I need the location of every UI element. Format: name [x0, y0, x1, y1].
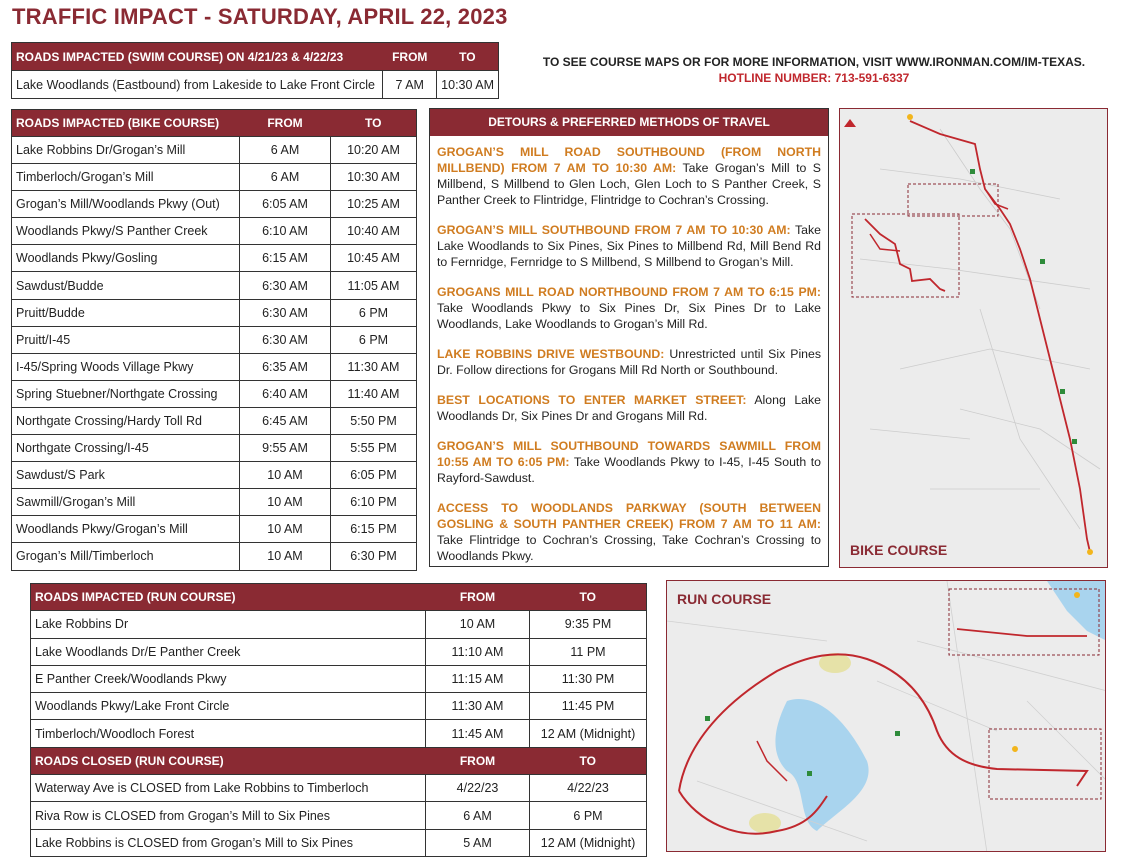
detour-item — [437, 438, 821, 486]
col-header-to: TO — [331, 110, 417, 137]
from-cell: 6:40 AM — [240, 380, 331, 407]
col-header-road: ROADS IMPACTED (RUN COURSE) — [31, 584, 426, 611]
closed-col-header-road: ROADS CLOSED (RUN COURSE) — [31, 747, 426, 774]
detour-heading: LAKE ROBBINS DRIVE WESTBOUND: — [437, 347, 665, 361]
bike-table-row — [12, 245, 417, 272]
to-cell: 10:25 AM — [331, 191, 417, 218]
detours-header: DETOURS & PREFERRED METHODS OF TRAVEL — [430, 109, 828, 136]
to-cell: 12 AM (Midnight) — [530, 720, 647, 747]
from-cell: 11:10 AM — [426, 638, 530, 665]
road-cell: Riva Row is CLOSED from Grogan’s Mill to Six Pines — [31, 802, 426, 829]
run-map-label: RUN COURSE — [677, 591, 772, 607]
from-cell: 11:30 AM — [426, 693, 530, 720]
run-start-marker-icon — [1074, 592, 1080, 598]
road-cell: Woodlands Pkwy/Gosling — [12, 245, 240, 272]
to-cell: 11:05 AM — [331, 272, 417, 299]
road-cell: Pruitt/Budde — [12, 299, 240, 326]
road-cell: Timberloch/Grogan’s Mill — [12, 164, 240, 191]
detour-text: Take Lake Woodlands to Six Pines, Six Pines to Millbend Rd, Mill Bend Rd to Fernridge, Fernridge to S Millbend, S Millbend to Grogan’s Mill. — [437, 223, 821, 269]
col-header-from: FROM — [426, 584, 530, 611]
road-cell: I-45/Spring Woods Village Pkwy — [12, 353, 240, 380]
table-header-row — [12, 43, 499, 71]
detour-heading: GROGAN’S MILL ROAD SOUTHBOUND (FROM NORTH MILLBEND) FROM 7 AM TO 10:30 AM: — [437, 145, 821, 175]
from-cell: 6:30 AM — [240, 299, 331, 326]
col-header-road: ROADS IMPACTED (BIKE COURSE) — [12, 110, 240, 137]
from-cell: 10 AM — [240, 543, 331, 570]
road-cell: Waterway Ave is CLOSED from Lake Robbins to Timberloch — [31, 775, 426, 802]
run-table-row — [31, 665, 647, 692]
bike-table-row — [12, 137, 417, 164]
to-cell: 11 PM — [530, 638, 647, 665]
to-cell: 11:40 AM — [331, 380, 417, 407]
page-title: TRAFFIC IMPACT - SATURDAY, APRIL 22, 2023 — [12, 4, 508, 29]
from-cell: 6 AM — [240, 164, 331, 191]
from-cell: 6:05 AM — [240, 191, 331, 218]
to-cell: 6:15 PM — [331, 516, 417, 543]
road-cell: Lake Robbins Dr — [31, 611, 426, 638]
to-cell: 11:45 PM — [530, 693, 647, 720]
closed-col-header-from: FROM — [426, 747, 530, 774]
to-cell: 6 PM — [331, 299, 417, 326]
from-cell: 6:35 AM — [240, 353, 331, 380]
road-cell: Sawdust/Budde — [12, 272, 240, 299]
col-header-road: ROADS IMPACTED (SWIM COURSE) ON 4/21/23 & 4/22/23 — [12, 43, 383, 71]
run-table-row — [31, 611, 647, 638]
detour-heading: GROGAN’S MILL SOUTHBOUND FROM 7 AM TO 10:30 AM: — [437, 223, 791, 237]
bike-table-row — [12, 407, 417, 434]
road-cell: Woodlands Pkwy/Lake Front Circle — [31, 693, 426, 720]
run-map-graphic — [667, 581, 1106, 852]
road-cell: Timberloch/Woodloch Forest — [31, 720, 426, 747]
table-header-row — [31, 584, 647, 611]
from-cell: 10 AM — [240, 489, 331, 516]
from-cell: 6:30 AM — [240, 272, 331, 299]
from-cell: 6:15 AM — [240, 245, 331, 272]
bike-course-table — [11, 109, 417, 571]
run-course-table — [30, 583, 647, 857]
run-table-row — [31, 720, 647, 747]
col-header-to: TO — [530, 584, 647, 611]
to-cell: 6 PM — [530, 802, 647, 829]
from-cell: 6 AM — [426, 802, 530, 829]
from-cell: 10 AM — [426, 611, 530, 638]
from-cell: 7 AM — [383, 71, 437, 99]
detours-panel — [429, 108, 829, 567]
to-cell: 11:30 AM — [331, 353, 417, 380]
detour-text: Take Woodlands Pkwy to I-45, I-45 South to Rayford-Sawdust. — [437, 455, 822, 485]
detour-text: Unrestricted until Six Pines Dr. Follow directions for Grogans Mill Rd North or Southbound. — [437, 347, 822, 377]
from-cell: 6 AM — [240, 137, 331, 164]
from-cell: 9:55 AM — [240, 435, 331, 462]
from-cell: 10 AM — [240, 516, 331, 543]
bike-course-map — [839, 108, 1108, 568]
bike-table-row — [12, 516, 417, 543]
detour-item — [437, 144, 821, 208]
bike-table-row — [12, 299, 417, 326]
bike-map-graphic — [840, 109, 1108, 568]
from-cell: 11:15 AM — [426, 665, 530, 692]
closed-header-row — [31, 747, 647, 774]
to-cell: 6:05 PM — [331, 462, 417, 489]
closed-table-row — [31, 775, 647, 802]
to-cell: 12 AM (Midnight) — [530, 829, 647, 856]
bike-map-label: BIKE COURSE — [850, 542, 948, 558]
detours-body — [430, 136, 828, 586]
to-cell: 5:50 PM — [331, 407, 417, 434]
run-table-row — [31, 693, 647, 720]
run-finish-marker-icon — [1012, 746, 1018, 752]
road-cell: Woodlands Pkwy/S Panther Creek — [12, 218, 240, 245]
detour-text: Take Grogan’s Mill to S Millbend, S Millbend to Glen Loch, Glen Loch to S Panther Creek, S Panther Creek to Flintridge, Flintridge to Cochran’s Crossing. — [437, 161, 821, 207]
road-cell: Pruitt/I-45 — [12, 326, 240, 353]
detour-text: Along Lake Woodlands Dr, Six Pines Dr and Grogans Mill Rd. — [437, 393, 822, 423]
turnaround-marker-icon — [1087, 549, 1093, 555]
detour-item — [437, 222, 821, 270]
to-cell: 5:55 PM — [331, 435, 417, 462]
from-cell: 6:10 AM — [240, 218, 331, 245]
bike-table-row — [12, 380, 417, 407]
to-cell: 6:10 PM — [331, 489, 417, 516]
bike-table-row — [12, 489, 417, 516]
from-cell: 5 AM — [426, 829, 530, 856]
from-cell: 4/22/23 — [426, 775, 530, 802]
detour-item — [437, 346, 821, 378]
start-marker-icon — [907, 114, 913, 120]
col-header-from: FROM — [383, 43, 437, 71]
info-block — [514, 54, 1114, 86]
to-cell: 10:30 AM — [331, 164, 417, 191]
from-cell: 6:45 AM — [240, 407, 331, 434]
swim-table-row — [12, 71, 499, 99]
bike-table-row — [12, 191, 417, 218]
to-cell: 6:30 PM — [331, 543, 417, 570]
swim-course-table — [11, 42, 499, 99]
bike-table-row — [12, 272, 417, 299]
road-cell: Lake Robbins Dr/Grogan’s Mill — [12, 137, 240, 164]
closed-table-row — [31, 802, 647, 829]
col-header-from: FROM — [240, 110, 331, 137]
run-table-row — [31, 638, 647, 665]
detour-text: Take Flintridge to Cochran’s Crossing, Take Cochran’s Crossing to Woodlands Pkwy. — [437, 533, 821, 563]
to-cell: 4/22/23 — [530, 775, 647, 802]
from-cell: 6:30 AM — [240, 326, 331, 353]
road-cell: Lake Woodlands Dr/E Panther Creek — [31, 638, 426, 665]
north-arrow-icon — [844, 119, 856, 127]
to-cell: 6 PM — [331, 326, 417, 353]
bike-table-row — [12, 218, 417, 245]
detour-heading: BEST LOCATIONS TO ENTER MARKET STREET: — [437, 393, 747, 407]
detour-item — [437, 392, 821, 424]
road-cell: Woodlands Pkwy/Grogan’s Mill — [12, 516, 240, 543]
road-cell: Lake Robbins is CLOSED from Grogan’s Mill to Six Pines — [31, 829, 426, 856]
run-course-map — [666, 580, 1106, 852]
from-cell: 11:45 AM — [426, 720, 530, 747]
detour-heading: GROGAN’S MILL SOUTHBOUND TOWARDS SAWMILL FROM 10:55 AM TO 6:05 PM: — [437, 439, 821, 469]
closed-col-header-to: TO — [530, 747, 647, 774]
bike-table-row — [12, 462, 417, 489]
to-cell: 9:35 PM — [530, 611, 647, 638]
road-cell: Spring Stuebner/Northgate Crossing — [12, 380, 240, 407]
detour-item — [437, 284, 821, 332]
road-cell: Grogan’s Mill/Timberloch — [12, 543, 240, 570]
bike-table-row — [12, 543, 417, 570]
hotline-text: HOTLINE NUMBER: 713-591-6337 — [718, 71, 910, 85]
road-cell: Northgate Crossing/Hardy Toll Rd — [12, 407, 240, 434]
closed-table-row — [31, 829, 647, 856]
road-cell: Northgate Crossing/I-45 — [12, 435, 240, 462]
bike-table-row — [12, 353, 417, 380]
col-header-to: TO — [437, 43, 499, 71]
detour-text: Take Woodlands Pkwy to Six Pines Dr, Six Pines Dr to Lake Woodlands, Lake Woodlands to Grogan’s Mill Rd. — [437, 301, 821, 331]
road-cell: E Panther Creek/Woodlands Pkwy — [31, 665, 426, 692]
detour-heading: ACCESS TO WOODLANDS PARKWAY (SOUTH BETWEEN GOSLING & SOUTH PANTHER CREEK) FROM 7 AM TO 11 AM: — [437, 501, 821, 531]
road-cell: Sawmill/Grogan’s Mill — [12, 489, 240, 516]
road-cell: Grogan’s Mill/Woodlands Pkwy (Out) — [12, 191, 240, 218]
info-website-text: TO SEE COURSE MAPS OR FOR MORE INFORMATION, VISIT WWW.IRONMAN.COM/IM-TEXAS. — [542, 55, 1086, 69]
bike-table-row — [12, 326, 417, 353]
detour-item — [437, 500, 821, 564]
table-header-row — [12, 110, 417, 137]
bike-table-row — [12, 435, 417, 462]
from-cell: 10 AM — [240, 462, 331, 489]
bike-table-row — [12, 164, 417, 191]
road-cell: Lake Woodlands (Eastbound) from Lakeside to Lake Front Circle — [12, 71, 383, 99]
to-cell: 10:20 AM — [331, 137, 417, 164]
to-cell: 10:45 AM — [331, 245, 417, 272]
to-cell: 10:30 AM — [437, 71, 499, 99]
road-cell: Sawdust/S Park — [12, 462, 240, 489]
to-cell: 10:40 AM — [331, 218, 417, 245]
to-cell: 11:30 PM — [530, 665, 647, 692]
detour-heading: GROGANS MILL ROAD NORTHBOUND FROM 7 AM TO 6:15 PM: — [437, 285, 821, 299]
